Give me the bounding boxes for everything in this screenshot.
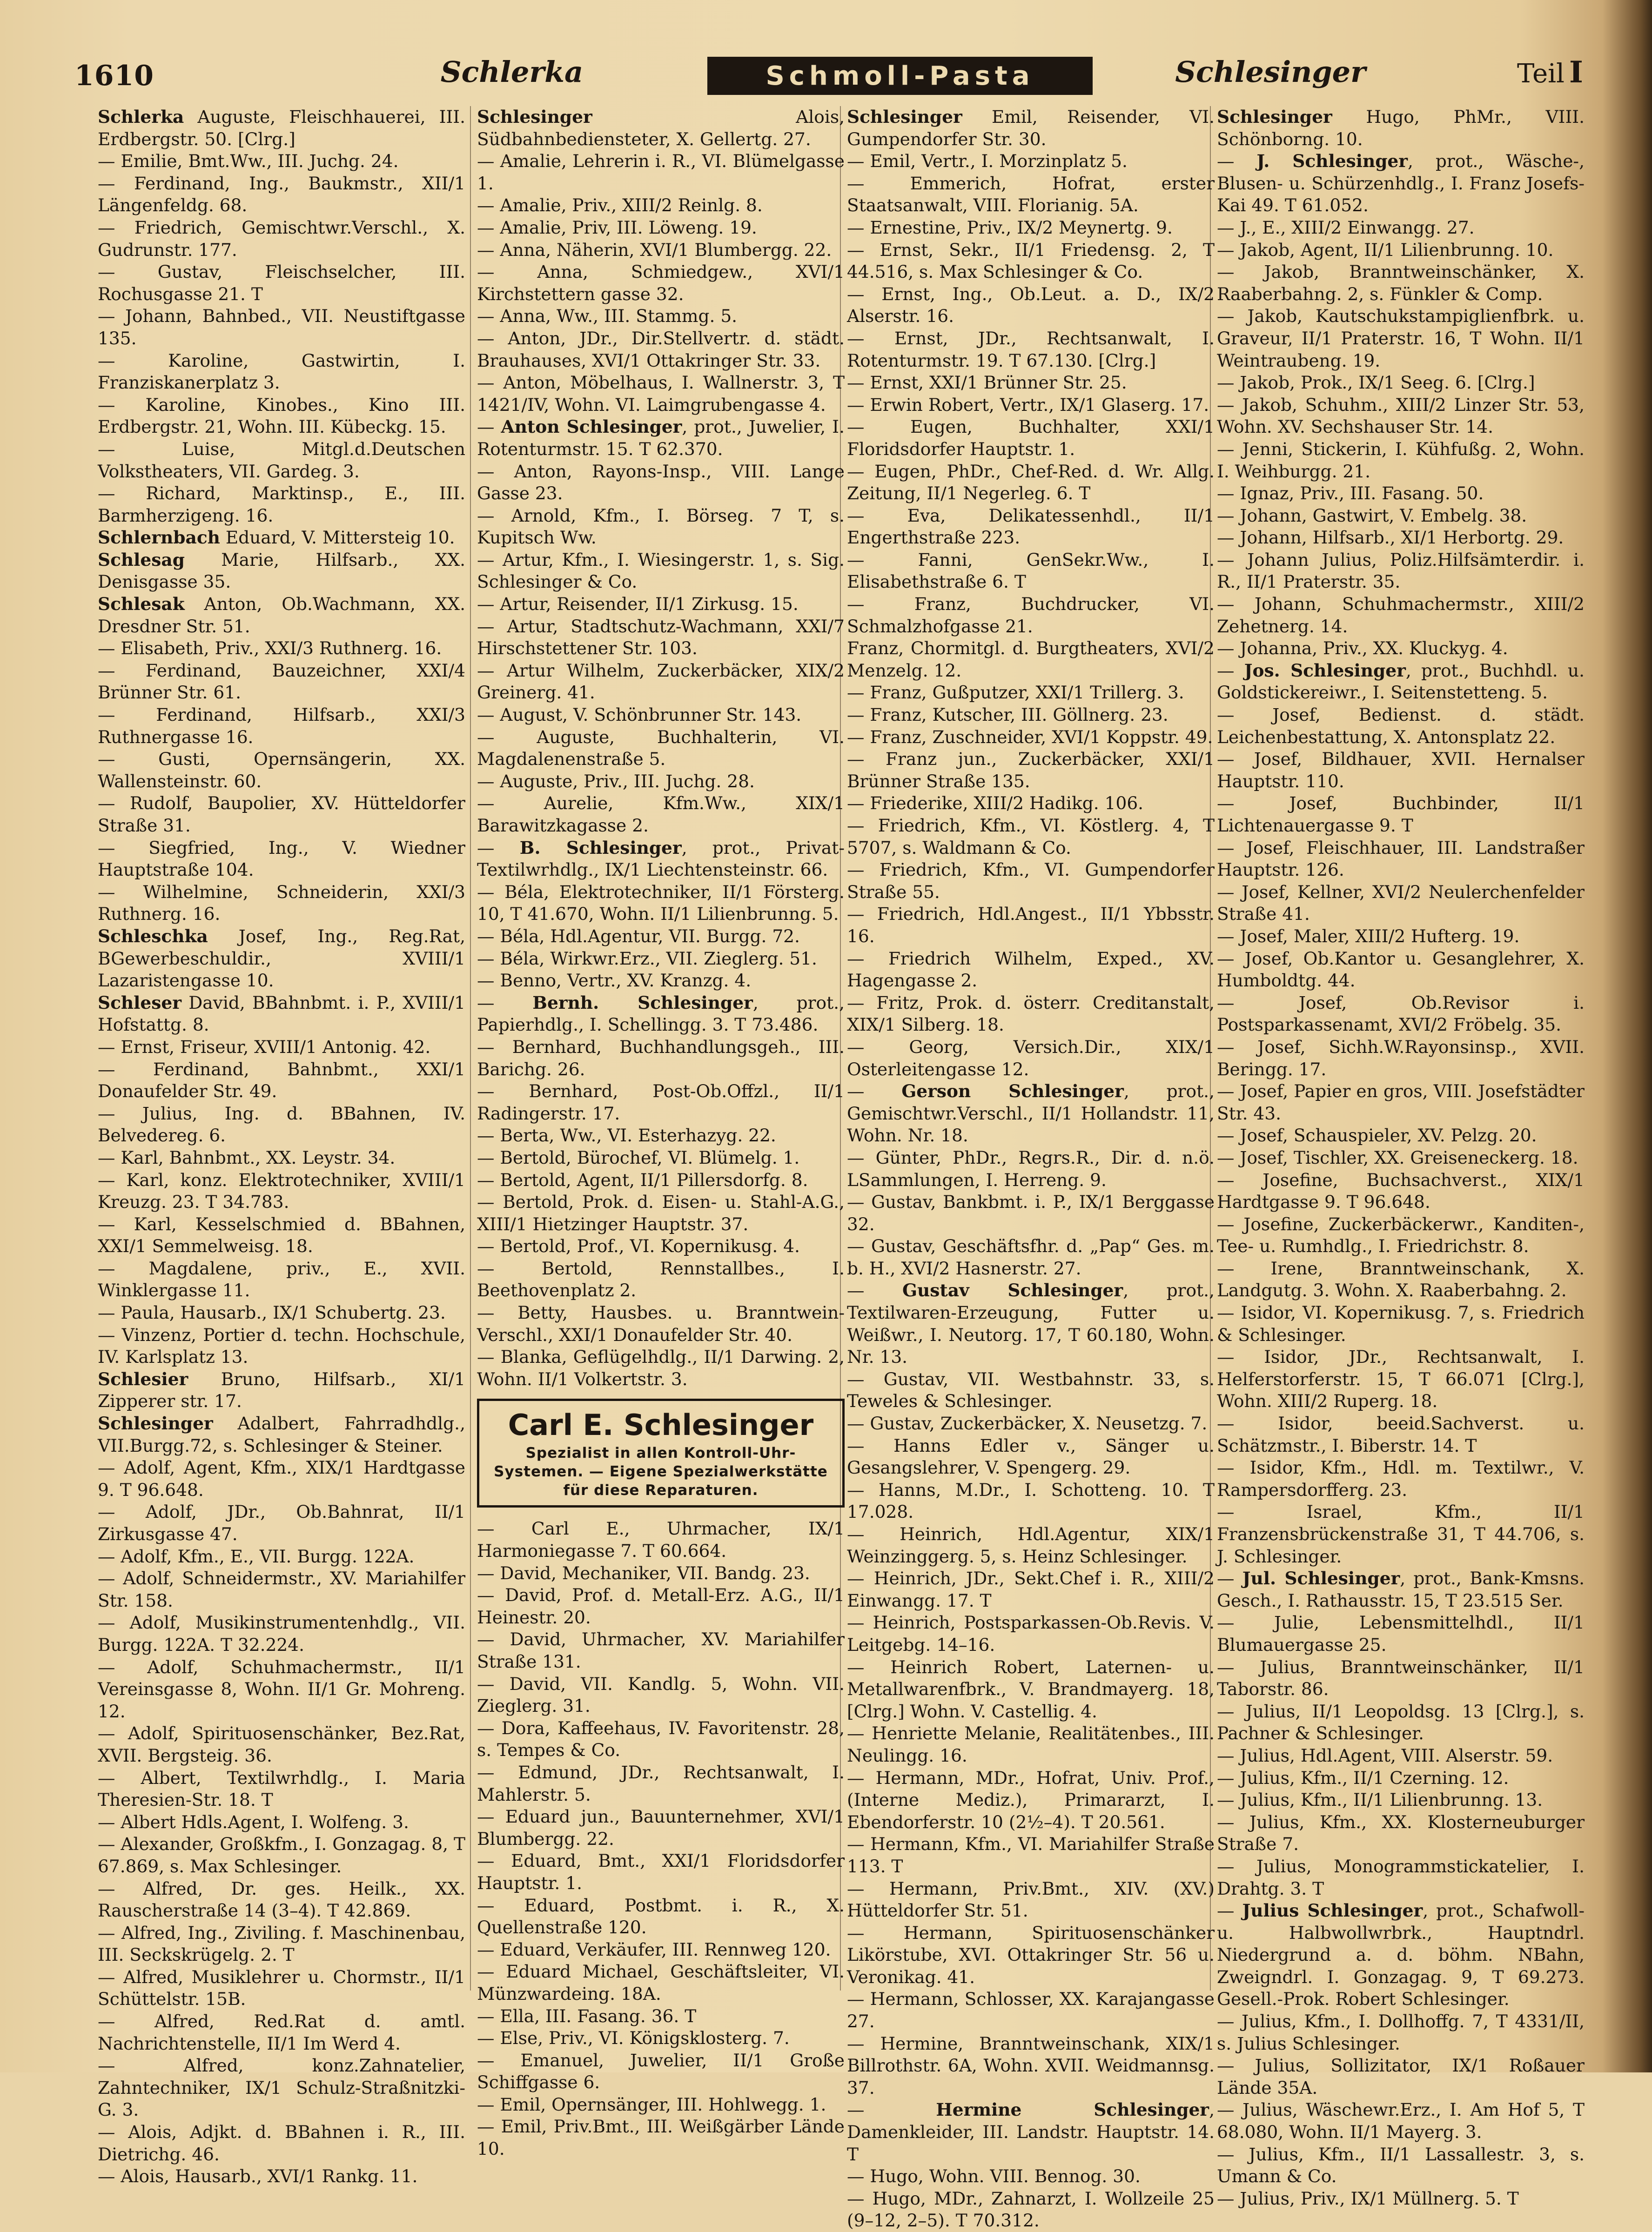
directory-entry: — Hermann, MDr., Hofrat, Univ. Prof., (Interne Mediz.), Primararzt, I. Ebendorferstr. 10 (2½–4). T 20.561. (847, 1767, 1215, 1832)
advertisement-text: Spezialist in allen Kontroll-Uhr-Systemen. — Eigene Spezialwerkstätte für diese Reparaturen. (494, 1445, 828, 1499)
entry-headword: J. Schlesinger (1256, 151, 1408, 172)
directory-entry: — David, Uhrmacher, XV. Mariahilfer Straße 131. (477, 1629, 845, 1672)
directory-entry: — Adolf, JDr., Ob.Bahnrat, II/1 Zirkusgasse 47. (98, 1501, 465, 1544)
directory-entry: — Eduard jun., Bauunternehmer, XVI/1 Blumbergg. 22. (477, 1806, 845, 1849)
directory-entry: Schlerka Auguste, Fleischhauerei, III. Erdbergstr. 50. [Clrg.] (98, 107, 465, 149)
directory-entry: — Julius, Kfm., II/1 Lilienbrunng. 13. (1217, 1790, 1543, 1810)
directory-entry: — Eduard, Postbmt. i. R., X. Quellenstraße 120. (477, 1895, 845, 1938)
directory-entry: — Paula, Hausarb., IX/1 Schubertg. 23. (98, 1302, 446, 1323)
directory-entry: — Julius, Kfm., I. Dollhoffg. 7, T 4331/II, s. Julius Schlesinger. (1217, 2011, 1585, 2054)
directory-entry: — Albert, Textilwrhdlg., I. Maria Theresien-Str. 18. T (98, 1767, 465, 1810)
directory-entry: — Else, Priv., VI. Königsklosterg. 7. (477, 2028, 790, 2049)
directory-entry: — Josef, Buchbinder, II/1 Lichtenauergasse 9. T (1217, 793, 1585, 836)
advertisement-box (477, 1399, 845, 1508)
column-1 (98, 106, 465, 2188)
directory-entry: — Franz, Gußputzer, XXI/1 Trillerg. 3. (847, 682, 1184, 703)
directory-entry: — Alois, Adjkt. d. BBahnen i. R., III. Dietrichg. 46. (98, 2122, 465, 2165)
directory-entry: — Jakob, Prok., IX/1 Seeg. 6. [Clrg.] (1217, 372, 1535, 393)
directory-entry: — Friedrich, Hdl.Angest., II/1 Ybbsstr. 16. (847, 904, 1215, 946)
directory-entry: — Emilie, Bmt.Ww., III. Juchg. 24. (98, 151, 399, 172)
directory-entry: — Benno, Vertr., XV. Kranzg. 4. (477, 970, 752, 991)
directory-entry: — Jul. Schlesinger, prot., Bank-Kmsns. Gesch., I. Rathausstr. 15, T 23.515 Ser. (1217, 1568, 1585, 1611)
page-header (74, 55, 1583, 97)
directory-entry: — Irene, Branntweinschank, X. Landgutg. 3. Wohn. X. Raaberbahng. 2. (1217, 1258, 1585, 1301)
directory-entry: — Artur, Stadtschutz-Wachmann, XXI/7 Hirschstettener Str. 103. (477, 616, 845, 659)
directory-entry: — Anton, Möbelhaus, I. Wallnerstr. 3, T 1421/IV, Wohn. VI. Laimgrubengasse 4. (477, 372, 845, 415)
directory-entry: — Josef, Maler, XIII/2 Hufterg. 19. (1217, 925, 1520, 946)
directory-entry: — Johann, Hilfsarb., XI/1 Herbortg. 29. (1217, 527, 1564, 548)
directory-entry: — Bertold, Bürochef, VI. Blümelg. 1. (477, 1147, 800, 1168)
directory-entry: — Hermann, Schlosser, XX. Karajangasse 27. (847, 1989, 1215, 2032)
directory-entry: — Auguste, Buchhalterin, VI. Magdalenenstraße 5. (477, 726, 845, 770)
directory-entry: — Anton, Rayons-Insp., VIII. Lange Gasse 23. (477, 461, 845, 504)
header-advertisement-banner: Schmoll-Pasta (707, 57, 1093, 95)
directory-entry: — Emmerich, Hofrat, erster Staatsanwalt, VIII. Florianig. 5A. (847, 173, 1215, 216)
directory-entry: — Franz jun., Zuckerbäcker, XXI/1 Brünner Straße 135. (847, 749, 1215, 791)
entry-headword: Hermine Schlesinger (936, 2099, 1209, 2120)
directory-entry: — Albert Hdls.Agent, I. Wolfeng. 3. (98, 1811, 409, 1832)
entry-headword: Schleschka (98, 925, 208, 946)
directory-entry: — Friedrich, Gemischtwr.Verschl., X. Gudrunstr. 177. (98, 217, 465, 260)
directory-entry: — Eva, Delikatessenhdl., II/1 Engerthstraße 223. (847, 505, 1215, 548)
directory-entry: — Adolf, Schneidermstr., XV. Mariahilfer Str. 158. (98, 1568, 465, 1611)
directory-entry: — Heinrich, Hdl.Agentur, XIX/1 Weinzinggerg. 5, s. Heinz Schlesinger. (847, 1524, 1215, 1567)
directory-entry: — Bernh. Schlesinger, prot., Papierhdlg., I. Schellingg. 3. T 73.486. (477, 992, 845, 1035)
directory-entry: — Günter, PhDr., Regrs.R., Dir. d. n.ö. LSammlungen, I. Herreng. 9. (847, 1147, 1215, 1190)
directory-entry: — Johann, Gastwirt, V. Embelg. 38. (1217, 505, 1527, 526)
left-guide-word: Schlerka (440, 55, 584, 89)
directory-entry: — Amalie, Lehrerin i. R., VI. Blümelgasse 1. (477, 151, 845, 194)
directory-entry: — Josefine, Zuckerbäckerwr., Kanditen-, Tee- u. Rumhdlg., I. Friedrichstr. 8. (1217, 1213, 1585, 1257)
directory-entry: — Hermine, Branntweinschank, XIX/1 Billrothstr. 6A, Wohn. XVII. Weidmannsg. 37. (847, 2033, 1215, 2098)
directory-entry: — Julius, Priv., IX/1 Müllnerg. 5. T (1217, 2188, 1519, 2209)
directory-entry: — Hermine Schlesinger, Damenkleider, III. Landstr. Hauptstr. 14. T (847, 2099, 1215, 2165)
directory-entry: — Gustav, VII. Westbahnstr. 33, s. Teweles & Schlesinger. (847, 1368, 1215, 1412)
directory-entry: — Julius, Wäschewr.Erz., I. Am Hof 5, T 68.080, Wohn. II/1 Mayerg. 3. (1217, 2099, 1585, 2143)
directory-entry: — Anna, Ww., III. Stammg. 5. (477, 306, 738, 327)
directory-entry: — Adolf, Musikinstrumentenhdlg., VII. Burgg. 122A. T 32.224. (98, 1612, 465, 1655)
directory-entry: — Anna, Näherin, XVI/1 Blumbergg. 22. (477, 239, 832, 260)
directory-entry: Schlernbach Eduard, V. Mittersteig 10. (98, 527, 455, 548)
entry-headword: Jul. Schlesinger (1242, 1568, 1400, 1589)
directory-entry: — Henriette Melanie, Realitätenbes., III. Neulingg. 16. (847, 1723, 1215, 1766)
directory-entry: — Karl, konz. Elektrotechniker, XVIII/1 Kreuzg. 23. T 34.783. (98, 1169, 465, 1213)
directory-entry: — Emil, Priv.Bmt., III. Weißgärber Lände 10. (477, 2116, 845, 2159)
directory-entry: — Julius, Hdl.Agent, VIII. Alserstr. 59. (1217, 1745, 1553, 1766)
directory-entry: — Julius, Kfm., II/1 Czerning. 12. (1217, 1767, 1509, 1788)
directory-entry: — Israel, Kfm., II/1 Franzensbrückenstraße 31, T 44.706, s. J. Schlesinger. (1217, 1501, 1585, 1567)
directory-entry: — Friederike, XIII/2 Hadikg. 106. (847, 793, 1144, 814)
directory-entry: — Friedrich Wilhelm, Exped., XV. Hagengasse 2. (847, 948, 1215, 991)
directory-entry: — Fanni, GenSekr.Ww., I. Elisabethstraße 6. T (847, 549, 1215, 592)
entry-headword: Gerson Schlesinger (901, 1081, 1124, 1102)
directory-entry: — Richard, Marktinsp., E., III. Barmherzigeng. 16. (98, 483, 465, 526)
directory-entry: Schlesinger Adalbert, Fahrradhdlg., VII.Burgg.72, s. Schlesinger & Steiner. (98, 1413, 465, 1456)
directory-entry: — Arnold, Kfm., I. Börseg. 7 T, s. Kupitsch Ww. (477, 505, 845, 548)
directory-entry: — Ferdinand, Hilfsarb., XXI/3 Ruthnergasse 16. (98, 704, 465, 747)
directory-entry: — Johann, Bahnbed., VII. Neustiftgasse 135. (98, 306, 465, 349)
directory-entry: — Edmund, JDr., Rechtsanwalt, I. Mahlerstr. 5. (477, 1762, 845, 1805)
entry-headword: Schlesier (98, 1368, 188, 1389)
directory-entry: — Julius, Sollizitator, IX/1 Roßauer Lände 35A. (1217, 2055, 1585, 2098)
directory-entry: — Erwin Robert, Vertr., IX/1 Glaserg. 17. (847, 394, 1209, 415)
entry-headword: B. Schlesinger (519, 837, 682, 858)
directory-entry: — Ella, III. Fasang. 36. T (477, 2005, 697, 2026)
directory-entry: — Alfred, Ing., Ziviling. f. Maschinenbau, III. Seckskrügelg. 2. T (98, 1922, 465, 1965)
directory-entry: — Julius, Branntweinschänker, II/1 Taborstr. 86. (1217, 1656, 1585, 1700)
directory-entry: — August, V. Schönbrunner Str. 143. (477, 704, 802, 725)
directory-entry: — Franz, Zuschneider, XVI/1 Koppstr. 49. (847, 726, 1213, 747)
directory-entry: — Ferdinand, Bauzeichner, XXI/4 Brünner Str. 61. (98, 660, 465, 703)
directory-entry: Schlesier Bruno, Hilfsarb., XI/1 Zipperer str. 17. (98, 1368, 465, 1412)
directory-entry: — Bertold, Rennstallbes., I. Beethovenplatz 2. (477, 1258, 845, 1301)
directory-entry: — Bertold, Prok. d. Eisen- u. Stahl-A.G., XIII/1 Hietzinger Hauptstr. 37. (477, 1192, 845, 1234)
directory-entry: Schleschka Josef, Ing., Reg.Rat, BGewerbeschuldir., XVIII/1 Lazaristengasse 10. (98, 925, 465, 991)
directory-entry: — Gustav, Geschäftsfhr. d. „Pap“ Ges. m. b. H., XVI/2 Hasnerstr. 27. (847, 1236, 1215, 1279)
directory-entry: — Fritz, Prok. d. österr. Creditanstalt, XIX/1 Silberg. 18. (847, 992, 1215, 1035)
directory-entry: — Carl E., Uhrmacher, IX/1 Harmoniegasse 7. T 60.664. (477, 1518, 845, 1562)
directory-entry: — Gusti, Opernsängerin, XX. Wallensteinstr. 60. (98, 749, 465, 791)
directory-entry: — Isidor, beeid.Sachverst. u. Schätzmstr., I. Biberstr. 14. T (1217, 1413, 1585, 1456)
entry-headword: Jos. Schlesinger (1244, 660, 1406, 681)
directory-entry: — Hanns, M.Dr., I. Schotteng. 10. T 17.028. (847, 1479, 1215, 1522)
directory-entry: — J. Schlesinger, prot., Wäsche-, Blusen- u. Schürzenhdlg., I. Franz Josefs-Kai 49. T 61.052. (1217, 151, 1585, 216)
entry-headword: Anton Schlesinger (501, 416, 682, 437)
column-2 (477, 106, 845, 2160)
directory-entry: — Hanns Edler v., Sänger u. Gesangslehrer, V. Spengerg. 29. (847, 1435, 1215, 1478)
directory-entry: — Ignaz, Priv., III. Fasang. 50. (1217, 483, 1484, 504)
directory-entry: — Artur, Kfm., I. Wiesingerstr. 1, s. Sig. Schlesinger & Co. (477, 549, 845, 592)
directory-entry: — Hugo, Wohn. VIII. Bennog. 30. (847, 2166, 1141, 2187)
directory-entry: Schlesag Marie, Hilfsarb., XX. Denisgasse 35. (98, 549, 465, 592)
directory-entry: — Heinrich Robert, Laternen- u. Metallwarenfbrk., V. Brandmayerg. 18, [Clrg.] Wohn. V. Castellig. 4. (847, 1656, 1215, 1722)
directory-entry: — Julius, II/1 Leopoldsg. 13 [Clrg.], s. Pachner & Schlesinger. (1217, 1701, 1585, 1744)
directory-entry: — Josef, Schauspieler, XV. Pelzg. 20. (1217, 1125, 1537, 1146)
directory-entry: — Josef, Bildhauer, XVII. Hernalser Hauptstr. 110. (1217, 749, 1585, 791)
directory-entry: — David, Prof. d. Metall-Erz. A.G., II/1 Heinestr. 20. (477, 1585, 845, 1628)
directory-entry: — Gustav, Bankbmt. i. P., IX/1 Berggasse 32. (847, 1192, 1215, 1234)
directory-entry: — Julius, Kfm., II/1 Lassallestr. 3, s. Umann & Co. (1217, 2144, 1585, 2187)
directory-entry: — Friedrich, Kfm., VI. Köstlerg. 4, T 5707, s. Waldmann & Co. (847, 815, 1215, 858)
entry-headword: Schlesinger (98, 1413, 213, 1434)
directory-entry: Schlesinger Alois, Südbahnbediensteter, X. Gellertg. 27. (477, 107, 845, 149)
directory-entry: — Ernst, Friseur, XVIII/1 Antonig. 42. (98, 1036, 431, 1057)
entry-headword: Schlesinger (1217, 107, 1332, 127)
directory-entry: — Gustav, Zuckerbäcker, X. Neusetzg. 7. (847, 1413, 1208, 1434)
directory-entry: — Amalie, Priv, III. Löweng. 19. (477, 217, 757, 238)
directory-entry: — Bertold, Agent, II/1 Pillersdorfg. 8. (477, 1169, 808, 1190)
directory-entry: — Blanka, Geflügelhdlg., II/1 Darwing. 2, Wohn. II/1 Volkertstr. 3. (477, 1347, 845, 1389)
entry-headword: Schleser (98, 992, 182, 1013)
directory-entry: — Johann, Schuhmachermstr., XIII/2 Zehetnerg. 14. (1217, 594, 1585, 637)
directory-entry: — David, Mechaniker, VII. Bandg. 23. (477, 1562, 810, 1583)
entry-headword: Schlesag (98, 549, 185, 570)
directory-entry: — Josef, Ob.Revisor i. Postsparkassenamt, XVI/2 Fröbelg. 35. (1217, 992, 1585, 1035)
directory-entry: — Karoline, Gastwirtin, I. Franziskanerplatz 3. (98, 350, 465, 393)
directory-entry: — Hermann, Priv.Bmt., XIV. (XV.) Hütteldorfer Str. 51. (847, 1878, 1215, 1921)
directory-entry: — Isidor, JDr., Rechtsanwalt, I. Helferstorferstr. 15, T 66.071 [Clrg.], Wohn. XIII/2 Ruperg. 18. (1217, 1347, 1585, 1412)
part-number: I (1569, 55, 1583, 90)
directory-entry: — Ernst, Sekr., II/1 Friedensg. 2, T 44.516, s. Max Schlesinger & Co. (847, 239, 1215, 282)
directory-entry: — Eduard, Verkäufer, III. Rennweg 120. (477, 1939, 831, 1960)
directory-entry: — Eugen, PhDr., Chef-Red. d. Wr. Allg. Zeitung, II/1 Negerleg. 6. T (847, 461, 1215, 504)
directory-entry: — Ernst, JDr., Rechtsanwalt, I. Rotenturmstr. 19. T 67.130. [Clrg.] (847, 328, 1215, 371)
directory-entry: Schlesinger Hugo, PhMr., VIII. Schönborng. 10. (1217, 107, 1585, 149)
entry-headword: Schlesinger (847, 107, 962, 127)
directory-entry: — Ernst, XXI/1 Brünner Str. 25. (847, 372, 1127, 393)
directory-entry: — Adolf, Agent, Kfm., XIX/1 Hardtgasse 9. T 96.648. (98, 1457, 465, 1500)
directory-entry: — Eugen, Buchhalter, XXI/1 Floridsdorfer Hauptstr. 1. (847, 416, 1215, 459)
directory-entry: — Hugo, MDr., Zahnarzt, I. Wollzeile 25 (9–12, 2–5). T 70.312. (847, 2188, 1215, 2231)
directory-entry: — Julius, Ing. d. BBahnen, IV. Belvedereg. 6. (98, 1103, 465, 1146)
directory-entry: — Rudolf, Baupolier, XV. Hütteldorfer Straße 31. (98, 793, 465, 836)
directory-entry: — Jakob, Branntweinschänker, X. Raaberbahng. 2, s. Fünkler & Comp. (1217, 261, 1585, 304)
directory-entry: — J., E., XIII/2 Einwangg. 27. (1217, 217, 1475, 238)
directory-entry: — Hermann, Kfm., VI. Mariahilfer Straße 113. T (847, 1834, 1215, 1877)
directory-entry: — Gustav Schlesinger, prot., Textilwaren-Erzeugung, Futter u. Weißwr., I. Neutorg. 17, T 60.180, Wohn. Nr. 13. (847, 1280, 1215, 1367)
directory-entry: — Adolf, Spirituosenschänker, Bez.Rat, XVII. Bergsteig. 36. (98, 1723, 465, 1766)
entry-headword: Bernh. Schlesinger (532, 992, 753, 1013)
directory-entry: — Aurelie, Kfm.Ww., XIX/1 Barawitzkagasse 2. (477, 793, 845, 836)
directory-entry: — Jos. Schlesinger, prot., Buchhdl. u. Goldstickereiwr., I. Seitenstetteng. 5. (1217, 660, 1585, 703)
directory-entry: — Jakob, Agent, II/1 Lilienbrunng. 10. (1217, 239, 1554, 260)
directory-entry: — Franz, Kutscher, III. Göllnerg. 23. (847, 704, 1168, 725)
entry-headword: Julius Schlesinger (1242, 1900, 1423, 1921)
directory-entry: — Josef, Kellner, XVI/2 Neulerchenfelder Straße 41. (1217, 881, 1585, 925)
directory-entry: — Gustav, Fleischselcher, III. Rochusgasse 21. T (98, 261, 465, 304)
directory-entry: — Julie, Lebensmittelhdl., II/1 Blumauergasse 25. (1217, 1612, 1585, 1655)
directory-entry: — Josef, Papier en gros, VIII. Josefstädter Str. 43. (1217, 1081, 1585, 1124)
directory-entry: — Bernhard, Post-Ob.Offzl., II/1 Radingerstr. 17. (477, 1081, 845, 1124)
directory-entry: — Julius Schlesinger, prot., Schafwoll- u. Halbwollwrbrk., Hauptndrl. Niedergrund a. d. böhm. NBahn, Zweigndrl. I. Gonzagag. 9, T 69.273. Gesell.-Prok. Robert Schlesinger. (1217, 1900, 1585, 2010)
directory-entry: — Ferdinand, Ing., Baukmstr., XII/1 Längenfeldg. 68. (98, 173, 465, 216)
directory-entry: — Alfred, Dr. ges. Heilk., XX. Rauscherstraße 14 (3–4). T 42.869. (98, 1878, 465, 1921)
directory-entry: — Alexander, Großkfm., I. Gonzagag. 8, T 67.869, s. Max Schlesinger. (98, 1834, 465, 1877)
directory-entry: — Amalie, Priv., XIII/2 Reinlg. 8. (477, 195, 763, 216)
directory-entry: — David, VII. Kandlg. 5, Wohn. VII. Zieglerg. 31. (477, 1673, 845, 1716)
directory-entry: — Bertold, Prof., VI. Kopernikusg. 4. (477, 1236, 800, 1257)
part-label (1517, 55, 1583, 90)
page-number: 1610 (74, 60, 154, 92)
directory-entry: — Emanuel, Juwelier, II/1 Große Schiffgasse 6. (477, 2050, 845, 2093)
entry-headword: Schlesinger (477, 107, 592, 127)
directory-entry: — Josef, Tischler, XX. Greiseneckerg. 18. (1217, 1147, 1578, 1168)
directory-entry: — Julius, Kfm., XX. Klosterneuburger Straße 7. (1217, 1811, 1585, 1855)
directory-entry: — Johann Julius, Poliz.Hilfsämterdir. i. R., II/1 Praterstr. 35. (1217, 549, 1585, 592)
directory-entry: — Béla, Wirkwr.Erz., VII. Zieglerg. 51. (477, 948, 817, 969)
directory-entry: — Wilhelmine, Schneiderin, XXI/3 Ruthnerg. 16. (98, 881, 465, 925)
directory-entry: — Betty, Hausbes. u. Branntwein-Verschl., XXI/1 Donaufelder Str. 40. (477, 1302, 845, 1345)
directory-entry: — Vinzenz, Portier d. techn. Hochschule, IV. Karlsplatz 13. (98, 1324, 465, 1367)
directory-entry: — Karl, Kesselschmied d. BBahnen, XXI/1 Semmelweisg. 18. (98, 1213, 465, 1257)
directory-entry: — Artur Wilhelm, Zuckerbäcker, XIX/2 Greinerg. 41. (477, 660, 845, 703)
directory-entry: — Adolf, Kfm., E., VII. Burgg. 122A. (98, 1546, 415, 1567)
directory-entry: — Jakob, Schuhm., XIII/2 Linzer Str. 53, Wohn. XV. Sechshauser Str. 14. (1217, 394, 1585, 437)
directory-entry: Schlesinger Emil, Reisender, VI. Gumpendorfer Str. 30. (847, 107, 1215, 149)
directory-entry: — Josef, Fleischhauer, III. Landstraßer Hauptstr. 126. (1217, 837, 1585, 880)
directory-entry: — B. Schlesinger, prot., Privat-Textilwrhdlg., IX/1 Liechtensteinstr. 66. (477, 837, 845, 880)
directory-entry: — Heinrich, Postsparkassen-Ob.Revis. V. Leitgebg. 14–16. (847, 1612, 1215, 1655)
directory-entry: — Siegfried, Ing., V. Wiedner Hauptstraße 104. (98, 837, 465, 880)
directory-entry: — Johanna, Priv., XX. Kluckyg. 4. (1217, 638, 1508, 659)
directory-entry: — Anton, JDr., Dir.Stellvertr. d. städt. Brauhauses, XVI/1 Ottakringer Str. 33. (477, 328, 845, 371)
directory-entry: — Alfred, konz.Zahnatelier, Zahntechniker, IX/1 Schulz-Straßnitzki-G. 3. (98, 2055, 465, 2120)
directory-entry: — Béla, Elektrotechniker, II/1 Försterg. 10, T 41.670, Wohn. II/1 Lilienbrunng. 5. (477, 881, 845, 925)
directory-entry: Franz, Chormitgl. d. Burgtheaters, XVI/2 Menzelg. 12. (847, 638, 1215, 681)
entry-headword: Schlernbach (98, 527, 220, 548)
directory-entry: — Alfred, Musiklehrer u. Chormstr., II/1 Schüttelstr. 15B. (98, 1966, 465, 2010)
directory-entry: — Berta, Ww., VI. Esterhazyg. 22. (477, 1125, 776, 1146)
directory-entry: — Bernhard, Buchhandlungsgeh., III. Barichg. 26. (477, 1036, 845, 1079)
entry-headword: Schlerka (98, 107, 184, 127)
directory-entry: — Isidor, VI. Kopernikusg. 7, s. Friedrich & Schlesinger. (1217, 1302, 1585, 1345)
directory-entry: — Hermann, Spirituosenschänker Likörstube, XVI. Ottakringer Str. 56 u. Veronikag. 41. (847, 1922, 1215, 1987)
directory-entry: — Alois, Hausarb., XVI/1 Rankg. 11. (98, 2166, 418, 2187)
advertisement-name: Carl E. Schlesinger (508, 1408, 814, 1442)
directory-entry: — Josef, Bedienst. d. städt. Leichenbestattung, X. Antonsplatz 22. (1217, 704, 1585, 747)
directory-entry: Schleser David, BBahnbmt. i. P., XVIII/1 Hofstattg. 8. (98, 992, 465, 1035)
directory-entry: — Eduard Michael, Geschäftsleiter, VI. Münzwardeing. 18A. (477, 1961, 845, 2004)
directory-entry: — Jakob, Kautschukstampiglienfbrk. u. Graveur, II/1 Praterstr. 16, T Wohn. II/1 Weintraubeng. 19. (1217, 306, 1585, 371)
directory-entry: — Béla, Hdl.Agentur, VII. Burgg. 72. (477, 925, 800, 946)
directory-entry: — Artur, Reisender, II/1 Zirkusg. 15. (477, 594, 799, 615)
directory-entry: — Elisabeth, Priv., XXI/3 Ruthnerg. 16. (98, 638, 442, 659)
directory-entry: — Karl, Bahnbmt., XX. Leystr. 34. (98, 1147, 396, 1168)
directory-entry: — Eduard, Bmt., XXI/1 Floridsdorfer Hauptstr. 1. (477, 1850, 845, 1893)
directory-entry: — Franz, Buchdrucker, VI. Schmalzhofgasse 21. (847, 594, 1215, 637)
directory-entry: — Ernestine, Priv., IX/2 Meynertg. 9. (847, 217, 1173, 238)
directory-entry: — Alfred, Red.Rat d. amtl. Nachrichtenstelle, II/1 Im Werd 4. (98, 2011, 465, 2054)
directory-entry: — Karoline, Kinobes., Kino III. Erdbergstr. 21, Wohn. III. Kübeckg. 15. (98, 394, 465, 437)
directory-entry: — Josef, Sichh.W.Rayonsinsp., XVII. Beringg. 17. (1217, 1036, 1585, 1079)
column-3 (847, 106, 1215, 2232)
directory-entry: — Gerson Schlesinger, prot., Gemischtwr.Verschl., II/1 Hollandstr. 11, Wohn. Nr. 18. (847, 1081, 1215, 1146)
right-guide-word: Schlesinger (1175, 55, 1366, 89)
directory-entry: Schlesak Anton, Ob.Wachmann, XX. Dresdner Str. 51. (98, 594, 465, 637)
directory-entry: — Emil, Opernsänger, III. Hohlwegg. 1. (477, 2094, 826, 2115)
directory-entry: — Georg, Versich.Dir., XIX/1 Osterleitengasse 12. (847, 1036, 1215, 1079)
column-divider (470, 106, 471, 1991)
directory-entry: — Friedrich, Kfm., VI. Gumpendorfer Straße 55. (847, 859, 1215, 902)
directory-entry: — Luise, Mitgl.d.Deutschen Volkstheaters, VII. Gardeg. 3. (98, 438, 465, 482)
directory-entry: — Magdalene, priv., E., XVII. Winklergasse 11. (98, 1258, 465, 1301)
column-4 (1217, 106, 1585, 2210)
directory-entry: — Emil, Vertr., I. Morzinplatz 5. (847, 151, 1128, 172)
entry-headword: Gustav Schlesinger (902, 1280, 1123, 1301)
directory-entry: — Auguste, Priv., III. Juchg. 28. (477, 771, 755, 791)
directory-entry: — Julius, Monogrammstickatelier, I. Drahtg. 3. T (1217, 1856, 1585, 1899)
directory-entry: — Josef, Ob.Kantor u. Gesanglehrer, X. Humboldtg. 44. (1217, 948, 1585, 991)
entry-headword: Schlesak (98, 594, 185, 615)
directory-entry: — Dora, Kaffeehaus, IV. Favoritenstr. 28, s. Tempes & Co. (477, 1717, 845, 1761)
directory-entry: — Jenni, Stickerin, I. Kühfußg. 2, Wohn. I. Weihburgg. 21. (1217, 438, 1585, 482)
directory-entry: — Isidor, Kfm., Hdl. m. Textilwr., V. Rampersdorfferg. 23. (1217, 1457, 1585, 1500)
directory-entry: — Ernst, Ing., Ob.Leut. a. D., IX/2 Alserstr. 16. (847, 283, 1215, 327)
directory-entry: — Ferdinand, Bahnbmt., XXI/1 Donaufelder Str. 49. (98, 1059, 465, 1102)
directory-entry: — Adolf, Schuhmachermstr., II/1 Vereinsgasse 8, Wohn. II/1 Gr. Mohreng. 12. (98, 1656, 465, 1722)
directory-entry: — Josefine, Buchsachverst., XIX/1 Hardtgasse 9. T 96.648. (1217, 1169, 1585, 1213)
part-label-text: Teil (1517, 59, 1565, 89)
directory-entry: — Heinrich, JDr., Sekt.Chef i. R., XIII/2 Einwangg. 17. T (847, 1568, 1215, 1611)
directory-entry: — Anton Schlesinger, prot., Juwelier, I. Rotenturmstr. 15. T 62.370. (477, 416, 845, 459)
directory-entry: — Anna, Schmiedgew., XVI/1 Kirchstettern gasse 32. (477, 261, 845, 304)
